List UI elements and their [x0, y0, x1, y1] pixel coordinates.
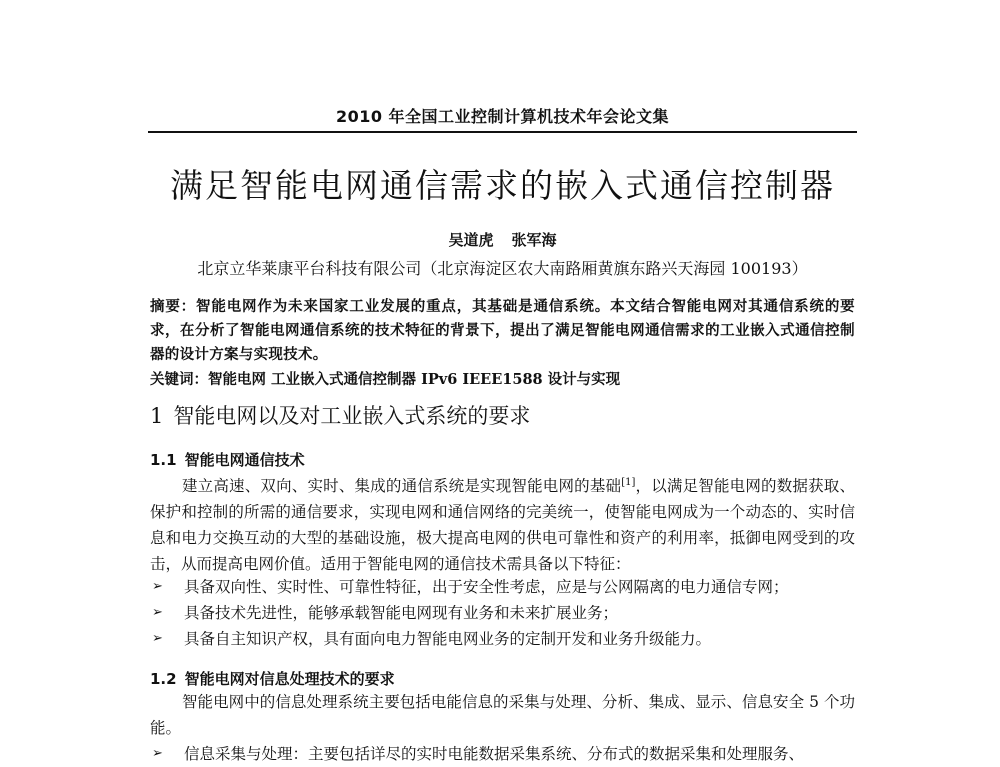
citation: [1]	[621, 477, 636, 488]
bullet-list-1-1	[150, 574, 855, 652]
author-2: 张军海	[511, 231, 557, 249]
keywords-label: 关键词：	[150, 372, 208, 388]
abstract	[150, 295, 855, 367]
arrow-bullet-icon: ➢	[152, 605, 163, 620]
subsection-title: 智能电网对信息处理技术的要求	[184, 670, 395, 688]
list-item: ➢ 具备自主知识产权，具有面向电力智能电网业务的定制开发和业务升级能力。	[150, 626, 855, 652]
abstract-text: 智能电网作为未来国家工业发展的重点，其基础是通信系统。本文结合智能电网对其通信系统的要求，在分析了智能电网通信系统的技术特征的背景下，提出了满足智能电网通信需求的工业嵌入式通信控制器的设计方案与实现技术。	[150, 298, 855, 363]
subsection-number: 1.1	[150, 451, 177, 469]
paragraph-1-1	[150, 470, 855, 577]
affiliation: 北京立华莱康平台科技有限公司（北京海淀区农大南路厢黄旗东路兴天海园 100193）	[197, 259, 808, 278]
paragraph-text-cont: ，以满足智能电网的数据获取、保护和控制的所需的通信要求，实现电网和通信网络的完美统一，使智能电网成为一个动态的、实时信息和电力交换互动的大型的基础设施，极大提高电网的供电可靠性和资产的利用率，抵御电网受到的攻击，从而提高电网价值。适用于智能电网的通信技术需具备以下特征：	[150, 477, 855, 574]
list-item: ➢ 具备技术先进性，能够承载智能电网现有业务和未来扩展业务；	[150, 600, 855, 626]
authors	[150, 229, 855, 250]
abstract-label: 摘要：	[150, 299, 197, 315]
keywords	[150, 369, 855, 391]
arrow-bullet-icon: ➢	[152, 631, 163, 646]
paragraph-1-2: 智能电网中的信息处理系统主要包括电能信息的采集与处理、分析、集成、显示、信息安全 5 个功能。	[150, 693, 855, 737]
header-rule	[148, 131, 857, 133]
subsection-title: 智能电网通信技术	[184, 451, 305, 469]
subsection-heading-1-1	[150, 449, 855, 470]
running-header: 2010 年全国工业控制计算机技术年会论文集	[335, 107, 670, 126]
paper-title: 满足智能电网通信需求的嵌入式通信控制器	[170, 166, 835, 205]
bullet-list-1-2	[150, 741, 855, 767]
list-item: ➢ 信息采集与处理：主要包括详尽的实时电能数据采集系统、分布式的数据采集和处理服务、	[150, 741, 855, 767]
subsection-number: 1.2	[150, 670, 177, 688]
paragraph-text: 建立高速、双向、实时、集成的通信系统是实现智能电网的基础	[182, 477, 622, 496]
arrow-bullet-icon: ➢	[152, 746, 163, 761]
subsection-heading-1-2	[150, 668, 855, 689]
list-item: ➢ 具备双向性、实时性、可靠性特征，出于安全性考虑，应是与公网隔离的电力通信专网；	[150, 574, 855, 600]
arrow-bullet-icon: ➢	[152, 579, 163, 594]
section-title: 智能电网以及对工业嵌入式系统的要求	[173, 404, 531, 428]
author-1: 吴道虎	[448, 231, 494, 249]
keywords-text: 智能电网 工业嵌入式通信控制器 IPv6 IEEE1588 设计与实现	[208, 371, 621, 388]
section-number: 1	[150, 404, 164, 428]
section-heading-1	[150, 400, 855, 430]
